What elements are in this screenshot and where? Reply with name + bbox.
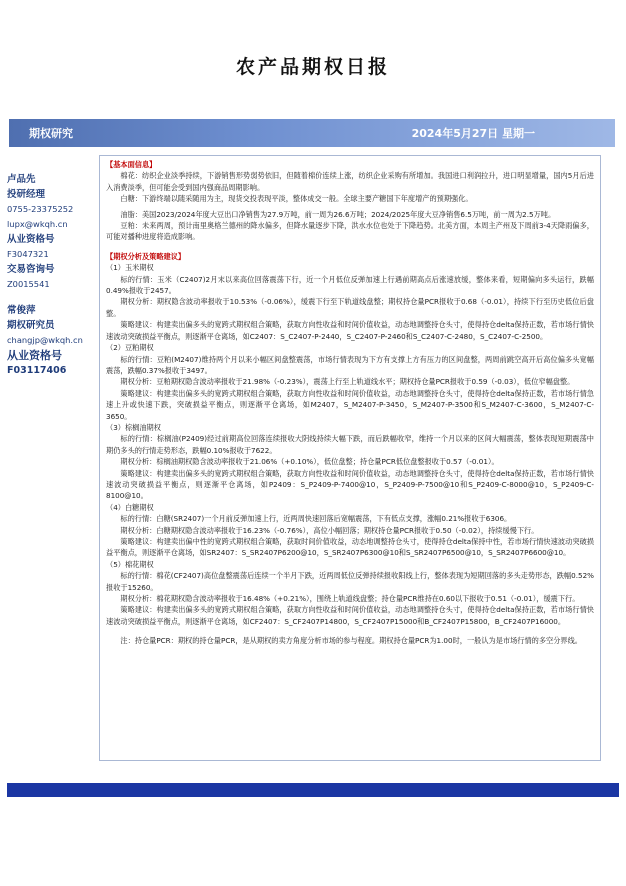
cotton-section-title: （5）棉花期权 xyxy=(106,559,154,569)
footer-bar xyxy=(7,783,619,797)
palm-strategy: 策略建议：构建卖出偏多头的宽跨式期权组合策略，获取方向性收益和时间价值收益，动态地调整持仓头寸，使得持仓delta保持正数，若市场行情快速波动突破损益平衡点，则逐渐平仓离场，如P2409：S_P2409-P-7400@10，S_P2409-P-7500@10和S_P2409-C-8000@10，S_P2409-C-8100@10。 xyxy=(106,468,594,501)
corn-strategy: 策略建议：构建卖出偏多头的宽跨式期权组合策略，获取方向性收益和时间价值收益，动态地调整持仓头寸，使得持仓delta保持正数，若市场行情快速波动突破损益平衡点，则逐渐平仓离场，如C2407：S_C2407-P-2440，S_C2407-P-2460和S_C2407-C-2480，S_C2407-C-2500。 xyxy=(106,320,594,341)
report-title: 农产品期权日报 xyxy=(235,56,390,78)
analyst1-cert: F3047321 xyxy=(7,249,49,259)
soymeal-options: 期权分析：豆粕期权隐含波动率报收于21.98%（-0.23%），震荡上行至上轨道线水平；期权持仓量PCR报收于0.59（-0.03），低位窄幅盘整。 xyxy=(120,377,575,387)
corn-options: 期权分析：期权隐含波动率报收于10.53%（-0.06%），缓震下行至下轨道线盘整；期权持仓量PCR报收于0.68（-0.01），持续下行至历史低位后盘整。 xyxy=(106,297,594,318)
report-body xyxy=(99,155,601,761)
basic-info-header: 【基本面信息】 xyxy=(106,160,157,169)
soymeal-section-title: （2）豆粕期权 xyxy=(106,343,154,353)
analyst1-email[interactable]: lupx@wkqh.cn xyxy=(7,219,68,229)
analyst1-phone: 0755-23375252 xyxy=(7,204,74,214)
analyst-sidebar xyxy=(7,172,102,378)
sugar-strategy: 策略建议：构建卖出偏中性的宽跨式期权组合策略，获取时间价值收益，动态地调整持仓头寸，使得持仓delta保持中性，若市场行情快速波动突破损益平衡点，则逐渐平仓离场，如SR2407：S_SR2407P6200@10，S_SR2407P6300@10和S_SR2407P6500@10，S_SR2407P6600@10。 xyxy=(106,537,594,558)
sugar-options: 期权分析：白糖期权隐含波动率报收于16.23%（-0.76%），高位小幅回落；期权持仓量PCR报收于0.50（-0.02），持续缓慢下行。 xyxy=(120,525,539,535)
analysis-header: 【期权分析及策略建议】 xyxy=(106,251,186,261)
corn-section-title: （1）玉米期权 xyxy=(106,263,154,273)
banner-date: 2024年5月27日 星期一 xyxy=(411,127,535,140)
soymeal-market: 标的行情：豆粕(M2407)维持两个月以来小幅区间盘整震荡，市场行情表现为下方有支撑上方有压力的区间盘整，两周前跳空高开后高位偏多头宽幅震荡，跌幅0.37%报收于3497。 xyxy=(106,354,594,375)
corn-market: 标的行情：玉米（C2407)2月末以来高位回落震荡下行，近一个月低位反弹加速上行遇前期高点后涨速放缓，整体来看，短期偏向多头运行，跌幅0.49%报收于2457。 xyxy=(106,274,594,296)
analyst1-name: 卢品先 xyxy=(7,174,36,185)
section-banner xyxy=(9,119,615,147)
analyst2-name: 常俊萍 xyxy=(7,305,36,316)
sugar-section-title: （4）白糖期权 xyxy=(106,502,154,512)
sugar-market: 标的行情：白糖(SR2407)一个月前反弹加速上行，近两周快速回落后宽幅震荡，下有低点支撑，涨幅0.21%报收于6306。 xyxy=(120,514,512,524)
pcr-note: 注：持仓量PCR：期权的持仓量PCR，是从期权的卖方角度分析市场的参与程度。期权持仓量PCR为1.00时，一般认为是市场行情的多空分界线。 xyxy=(120,636,582,646)
cotton-strategy: 策略建议：构建卖出偏多头的宽跨式期权组合策略，获取方向性收益和时间价值收益，动态地调整持仓头寸，使得持仓delta保持正数，若市场行情快速波动突破损益平衡点，则逐渐平仓离场，如CF2407：S_CF2407P14800，S_CF2407P15000和B_CF2407P15800，B_CF2407P16000。 xyxy=(106,605,594,626)
analyst2-email[interactable]: changjp@wkqh.cn xyxy=(7,335,83,345)
palm-market: 标的行情：棕榈油(P2409)经过前期高位回落连续报收大阴线持续大幅下跌，而后跌幅收窄，维持一个月以来的区间大幅震荡，整体表现短期震荡中期仍多头的行情走势形态，跌幅0.10%报收于7622。 xyxy=(106,434,594,455)
cotton-options: 期权分析：棉花期权隐含波动率报收于16.48%（+0.21%），围绕上轨道线盘整；持仓量PCR维持在0.60以下报收于0.51（-0.01），缓震下行。 xyxy=(120,594,580,604)
soymeal-fundamentals: 豆粕：未来两周，预计南里奥格兰德州的降水偏多，但降水量逐步下降，洪水水位也处于下降趋势。北美方面，本周主产州及下周前3-4天降雨偏多，可能对播种进度将造成影响。 xyxy=(106,221,594,242)
analyst2-cert: F03117406 xyxy=(7,365,67,376)
analyst1-role: 投研经理 xyxy=(7,189,46,200)
palm-section-title: （3）棕榈油期权 xyxy=(106,422,161,432)
analyst2-cert-label: 从业资格号 xyxy=(7,349,62,362)
analyst2-role: 期权研究员 xyxy=(7,320,55,331)
banner-category: 期权研究 xyxy=(29,127,73,140)
oils-fundamentals: 油脂：美国2023/2024年度大豆出口净销售为27.9万吨，前一周为26.6万吨；2024/2025年度大豆净销售6.5万吨，前一周为2.5万吨。 xyxy=(120,209,556,219)
analyst1-trade: Z0015541 xyxy=(7,279,50,289)
cotton-market: 标的行情：棉花(CF2407)高位盘整震荡后连续一个半月下跌，近两周低位反弹持续报收阳线上行，整体表现为短期回落的多头走势形态，跌幅0.52%报收于15260。 xyxy=(106,571,594,592)
analyst1-trade-label: 交易咨询号 xyxy=(7,264,55,275)
soymeal-strategy: 策略建议：构建卖出偏多头的宽跨式期权组合策略，获取方向性收益和时间价值收益，动态地调整持仓头寸，使得持仓delta保持正数，若市场行情急速上升或快速下跌，突破损益平衡点，则逐渐平仓离场，如M2407，S_M2407-P-3450，S_M2407-P-3500和S_M2407-C-3600，S_M2407-C-3650。 xyxy=(106,388,594,421)
analyst1-cert-label: 从业资格号 xyxy=(7,234,55,245)
sugar-fundamentals: 白糖：下游终端以随采随用为主，现货交投表现平淡，整体成交一般。全球主要产糖国下年度增产的预期强化。 xyxy=(120,194,473,204)
cotton-fundamentals: 棉花：纺织企业淡季持续，下游销售形势弱势依旧，但随着棉价连续上涨，纺织企业采购有所增加。我国进口利润拉升，进口明显增量，国内5月后进入消费淡季，但可能会受到国内强商品周期影响。 xyxy=(106,171,594,192)
palm-options: 期权分析：棕榈油期权隐含波动率报收于21.06%（+0.10%），低位盘整；持仓量PCR低位盘整报收于0.57（-0.01）。 xyxy=(120,457,499,467)
